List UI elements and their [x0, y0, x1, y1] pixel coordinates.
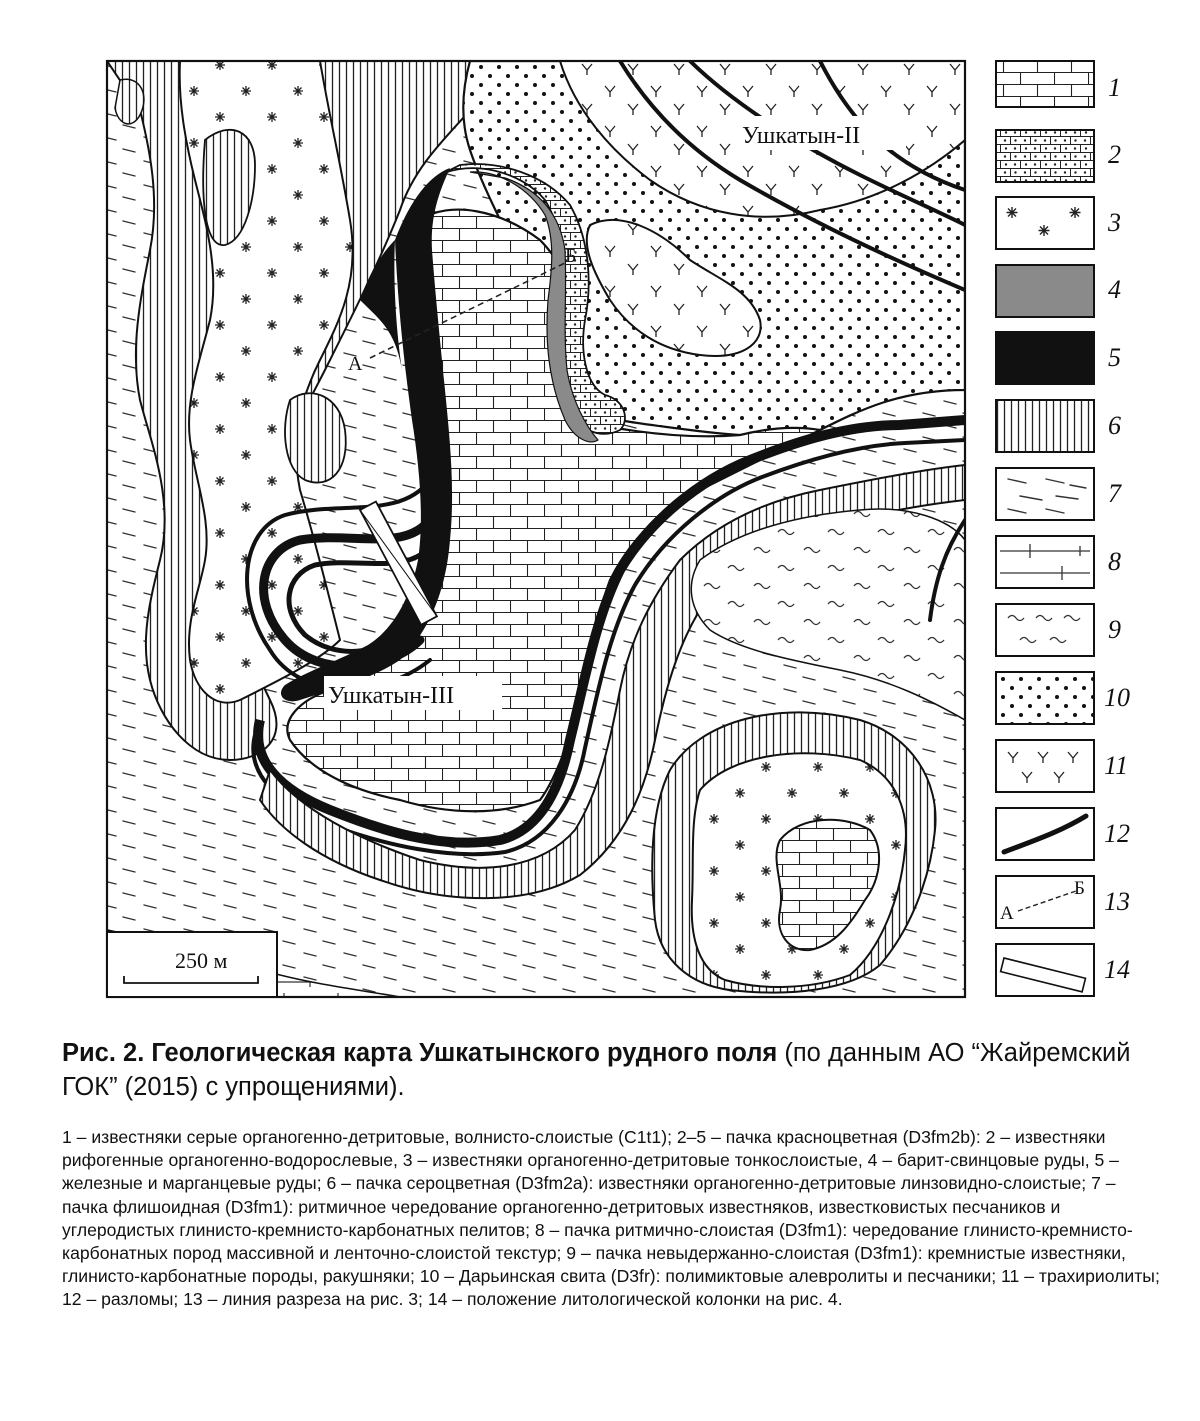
caption-title-bold: Рис. 2. Геологическая карта Ушкатынского рудного поля [62, 1039, 778, 1067]
legend-item-11 [996, 740, 1128, 792]
legend-number-4: 4 [1108, 275, 1121, 304]
scale-bar-label: 250 м [175, 948, 228, 973]
legend-item-3 [996, 197, 1121, 249]
legend-item-6 [996, 400, 1121, 452]
legend-number-14: 14 [1104, 955, 1130, 984]
legend-number-11: 11 [1104, 751, 1129, 780]
legend-number-6: 6 [1108, 411, 1121, 440]
legend-item-7 [996, 468, 1122, 520]
legend-number-13: 13 [1104, 887, 1130, 916]
legend-item-2 [996, 130, 1121, 182]
legend-item-9 [996, 604, 1121, 656]
legend-number-9: 9 [1108, 615, 1121, 644]
legend-number-5: 5 [1108, 343, 1121, 372]
legend [996, 61, 1130, 996]
legend-item-4 [996, 265, 1121, 317]
legend-number-7: 7 [1108, 479, 1121, 508]
label-section-b: Б [565, 245, 577, 267]
legend-item-12 [996, 808, 1130, 860]
label-section-a: А [348, 353, 363, 375]
legend-number-12: 12 [1104, 819, 1130, 848]
legend-item-14 [996, 944, 1130, 996]
figure-caption-title [62, 1036, 1152, 1104]
legend-item-13 [996, 876, 1130, 928]
legend-item-5 [996, 332, 1121, 384]
legend-13-start: А [1000, 903, 1014, 924]
lens-grey-2 [285, 393, 346, 482]
lens-grey-3 [115, 79, 144, 124]
legend-item-10 [996, 672, 1130, 724]
legend-number-1: 1 [1108, 73, 1121, 102]
caption-title-rest: (по данным АО “Жайремский ГОК” (2015) с упрощениями). [62, 1039, 1131, 1101]
legend-item-1 [996, 61, 1121, 107]
legend-number-3: 3 [1108, 208, 1121, 237]
label-ushkatyn-3: Ушкатын-III [328, 683, 455, 709]
legend-13-end: Б [1074, 878, 1085, 899]
legend-number-8: 8 [1108, 547, 1121, 576]
scale-bar [107, 932, 277, 997]
legend-item-8 [996, 536, 1121, 588]
map-body [107, 61, 965, 997]
legend-number-2: 2 [1108, 140, 1121, 169]
legend-number-10: 10 [1104, 683, 1130, 712]
figure-caption-body: 1 – известняки серые органогенно-детритовые, волнисто-слоистые (C1t1); 2–5 – пачка красноцветная (D3fm2b): 2 – известняки рифогенные органогенно-водорослевые, 3 – известняки органогенно-детритовые тонкослоистые, 4 – барит-свинцовые руды, 5 – железные и марганцевые руды; 6 – пачка сероцветная (D3fm2a): известняки органогенно-детритовые линзовидно-слоистые; 7 – пачка флишоидная (D3fm1): ритмичное чередование органогенно-детритовых известняков, известковистых песчаников и углеродистых глинисто-кремнисто-карбонатных пелитов; 8 – пачка ритмично-слоистая (D3fm1): чередование глинисто-кремнисто-карбонатных пород массивной и ленточно-слоистой текстур; 9 – пачка невыдержанно-слоистая (D3fm1): кремнистые известняки, глинисто-карбонатные породы, ракушняки; 10 – Дарьинская свита (D3fr): полимиктовые алевролиты и песчаники; 11 – трахириолиты; 12 – разломы; 13 – линия разреза на рис. 3; 14 – положение литологической колонки на рис. 4. [62, 1127, 1160, 1310]
label-ushkatyn-2: Ушкатын-II [742, 123, 861, 149]
